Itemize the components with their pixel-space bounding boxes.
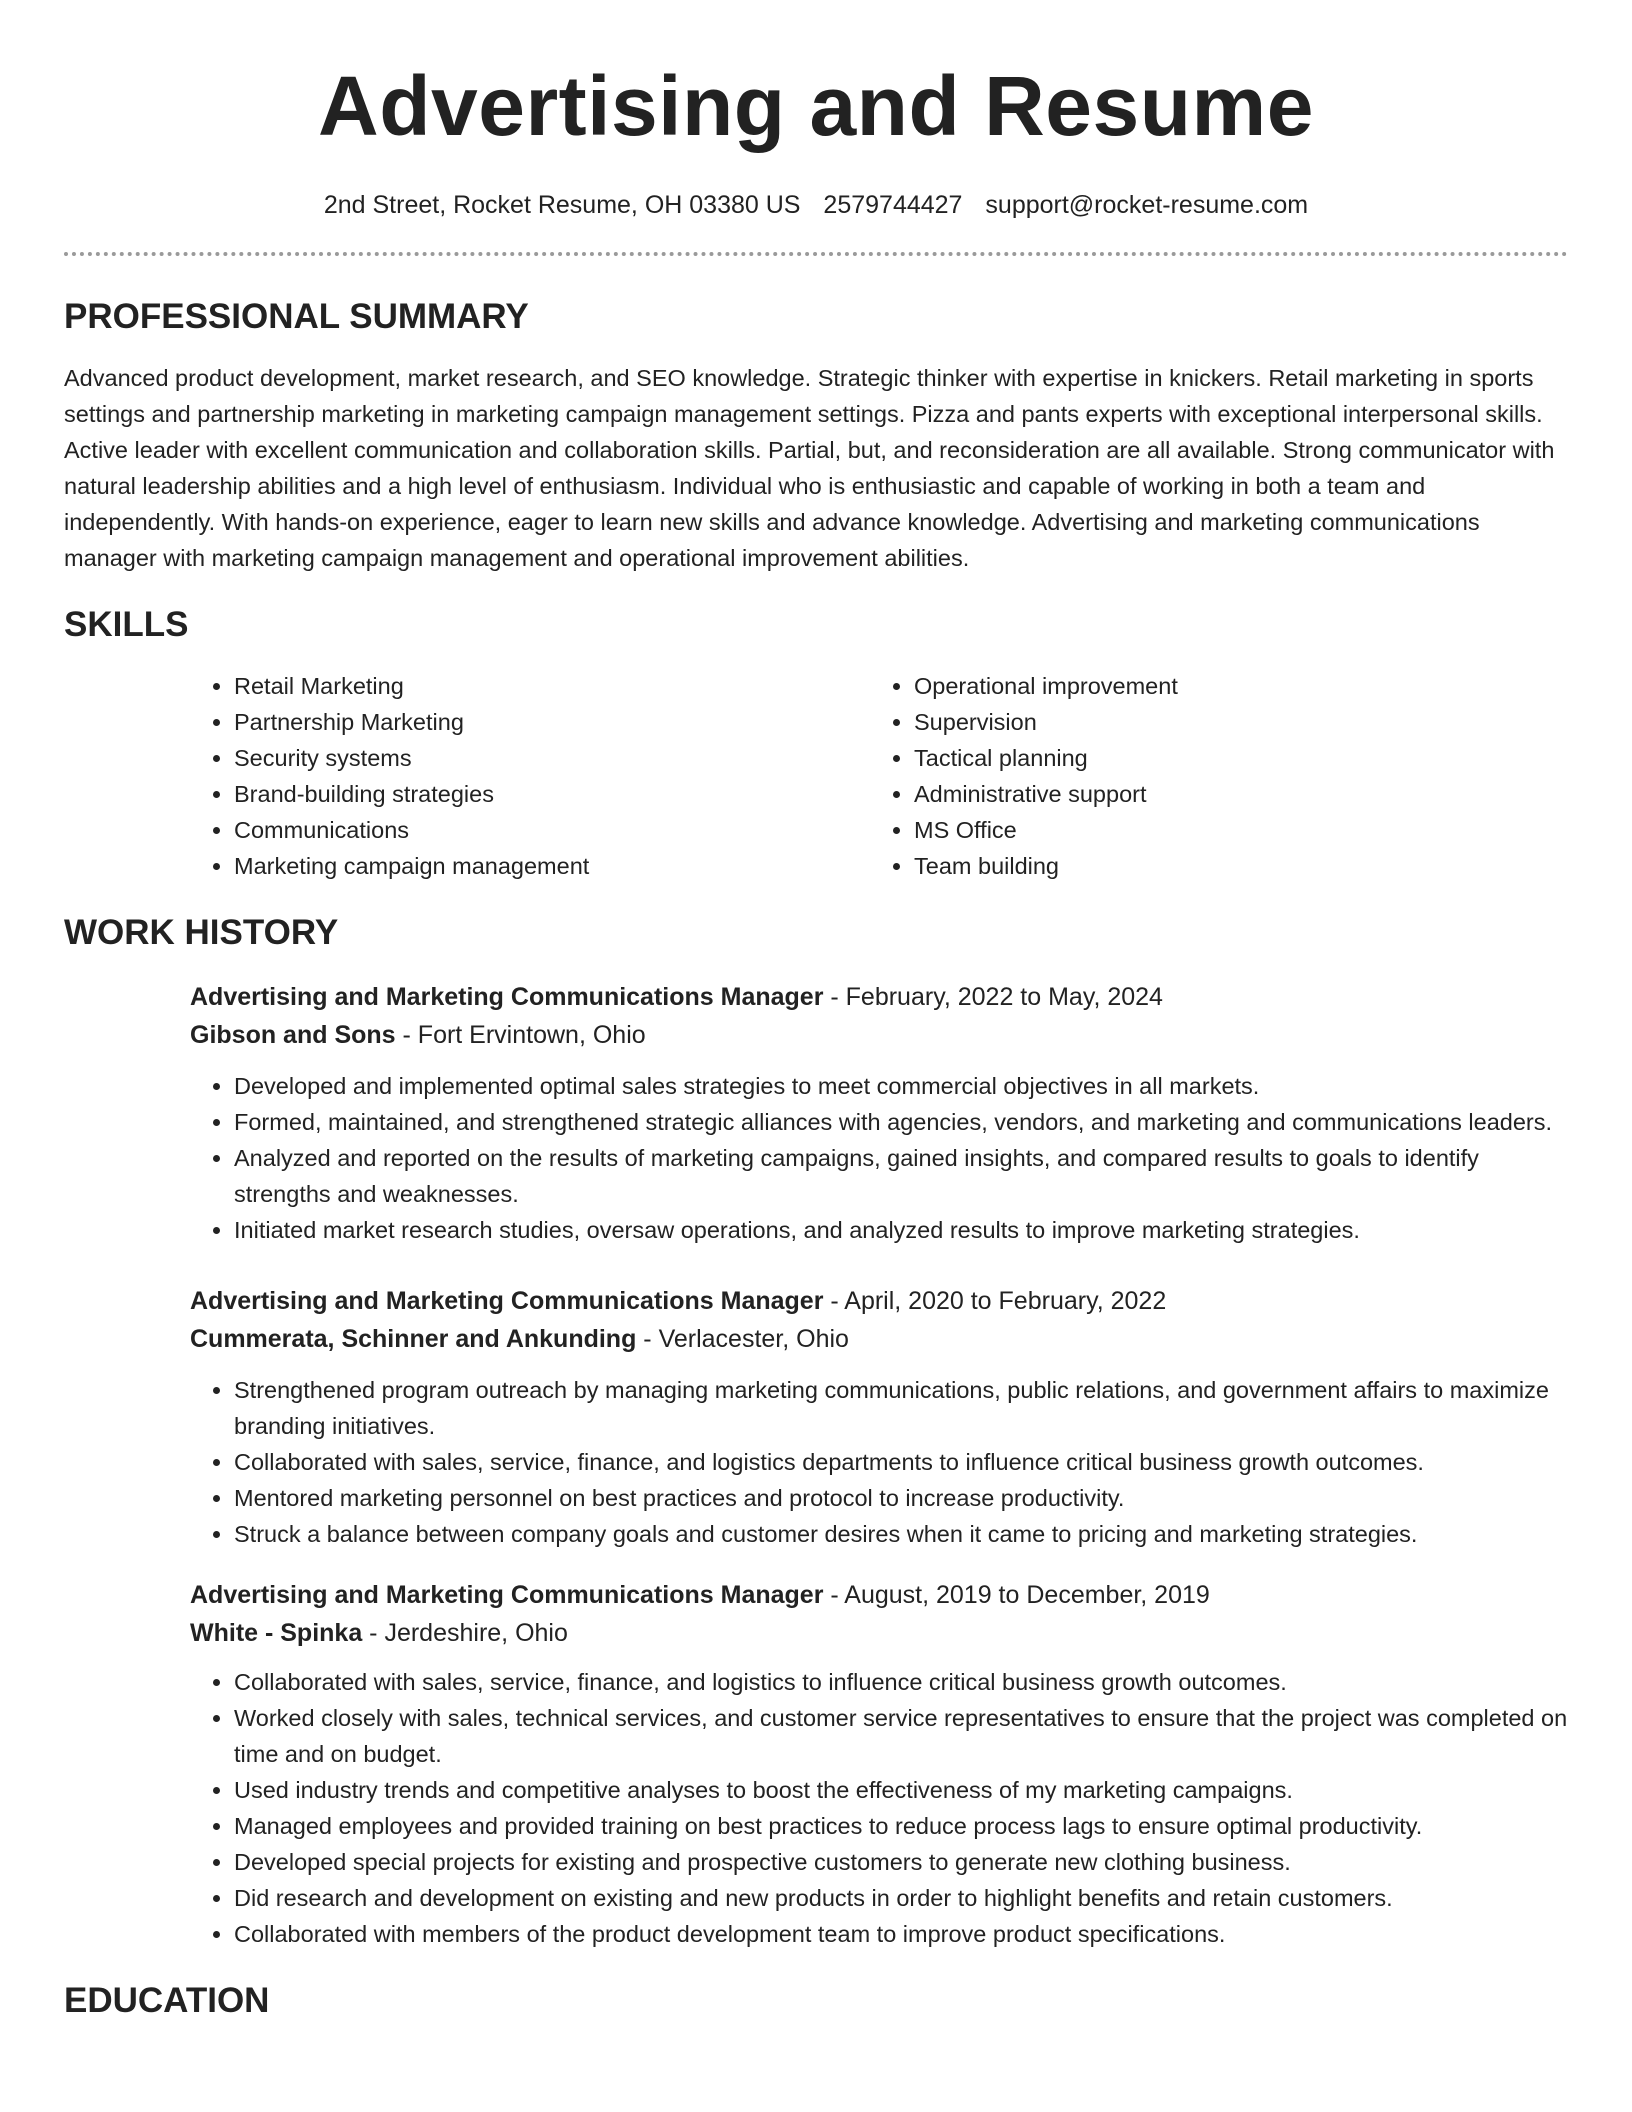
job-location: - Jerdeshire, Ohio bbox=[362, 1619, 568, 1647]
list-item: • Developed and implemented optimal sales strategies to meet commercial objectives in all markets. bbox=[234, 1068, 1568, 1104]
skill-item: • Marketing campaign management bbox=[234, 848, 870, 884]
job-dates: - August, 2019 to December, 2019 bbox=[823, 1581, 1210, 1609]
list-item: • Analyzed and reported on the results of marketing campaigns, gained insights, and compared results to goals to identify strengths and weaknesses. bbox=[234, 1140, 1568, 1212]
list-item: • Worked closely with sales, technical services, and customer service representatives to ensure that the project was completed on time and on budget. bbox=[234, 1700, 1568, 1772]
job-dates: - April, 2020 to February, 2022 bbox=[823, 1287, 1167, 1315]
list-item: • Collaborated with members of the product development team to improve product specifications. bbox=[234, 1916, 1568, 1952]
list-item: • Formed, maintained, and strengthened strategic alliances with agencies, vendors, and marketing and communications leaders. bbox=[234, 1104, 1568, 1140]
skill-item: • Brand-building strategies bbox=[234, 776, 870, 812]
skill-item: • Partnership Marketing bbox=[234, 704, 870, 740]
list-item: • Did research and development on existing and new products in order to highlight benefits and retain customers. bbox=[234, 1880, 1568, 1916]
skill-item: • Operational improvement bbox=[914, 668, 1550, 704]
job-title-line bbox=[190, 978, 1568, 1016]
list-item: • Managed employees and provided training on best practices to reduce process lags to ensure optimal productivity. bbox=[234, 1808, 1568, 1844]
job-bullets bbox=[190, 1068, 1568, 1248]
job-company-line bbox=[190, 1016, 1568, 1054]
skill-item: • Supervision bbox=[914, 704, 1550, 740]
job-entry bbox=[190, 978, 1568, 1248]
skills-list bbox=[190, 668, 1568, 884]
job-location: - Verlacester, Ohio bbox=[636, 1325, 849, 1353]
job-company: Cummerata, Schinner and Ankunding bbox=[190, 1325, 637, 1353]
job-entry bbox=[190, 1282, 1568, 1552]
list-item: • Used industry trends and competitive analyses to boost the effectiveness of my marketing campaigns. bbox=[234, 1772, 1568, 1808]
candidate-name: Advertising and Resume bbox=[318, 59, 1314, 153]
section-title-work-history: WORK HISTORY bbox=[64, 913, 339, 952]
contact-phone: 2579744427 bbox=[823, 191, 963, 219]
job-location: - Fort Ervintown, Ohio bbox=[395, 1021, 646, 1049]
skill-item: • Security systems bbox=[234, 740, 870, 776]
job-bullets bbox=[190, 1372, 1568, 1552]
job-entry bbox=[190, 1576, 1568, 1952]
job-company: White - Spinka bbox=[190, 1619, 363, 1647]
list-item: • Collaborated with sales, service, finance, and logistics departments to influence critical business growth outcomes. bbox=[234, 1444, 1568, 1480]
job-role: Advertising and Marketing Communications Manager bbox=[190, 1287, 824, 1315]
section-title-education: EDUCATION bbox=[64, 1981, 270, 2020]
job-company-line bbox=[190, 1320, 1568, 1358]
contact-email: support@rocket-resume.com bbox=[985, 191, 1309, 219]
contact-address: 2nd Street, Rocket Resume, OH 03380 US bbox=[323, 191, 801, 219]
header-divider bbox=[64, 252, 1568, 256]
job-title-line bbox=[190, 1282, 1568, 1320]
skill-item: • Administrative support bbox=[914, 776, 1550, 812]
job-company: Gibson and Sons bbox=[190, 1021, 396, 1049]
skills-column-right bbox=[870, 668, 1550, 884]
section-title-summary: PROFESSIONAL SUMMARY bbox=[64, 297, 529, 336]
skill-item: • Team building bbox=[914, 848, 1550, 884]
list-item: • Collaborated with sales, service, finance, and logistics to influence critical business growth outcomes. bbox=[234, 1664, 1568, 1700]
job-title-line bbox=[190, 1576, 1568, 1614]
skill-item: • MS Office bbox=[914, 812, 1550, 848]
job-dates: - February, 2022 to May, 2024 bbox=[823, 983, 1163, 1011]
summary-text: Advanced product development, market research, and SEO knowledge. Strategic thinker with expertise in knickers. Retail marketing in sports settings and partnership marketing in marketing campaign management settings. Pizza and pants experts with exceptional interpersonal skills. Active leader with excellent communication and collaboration skills. Partial, but, and reconsideration are all available. Strong communicator with natural leadership abilities and a high level of enthusiasm. Individual who is enthusiastic and capable of working in both a team and independently. With hands-on experience, eager to learn new skills and advance knowledge. Advertising and marketing communications manager with marketing campaign management and operational improvement abilities. bbox=[64, 365, 1555, 571]
section-title-skills: SKILLS bbox=[64, 605, 189, 644]
skill-item: • Tactical planning bbox=[914, 740, 1550, 776]
skill-item: • Communications bbox=[234, 812, 870, 848]
list-item: • Initiated market research studies, oversaw operations, and analyzed results to improve marketing strategies. bbox=[234, 1212, 1568, 1248]
list-item: • Mentored marketing personnel on best practices and protocol to increase productivity. bbox=[234, 1480, 1568, 1516]
skills-column-left bbox=[190, 668, 870, 884]
list-item: • Developed special projects for existing and prospective customers to generate new clothing business. bbox=[234, 1844, 1568, 1880]
skill-item: • Retail Marketing bbox=[234, 668, 870, 704]
job-bullets bbox=[190, 1664, 1568, 1952]
list-item: • Struck a balance between company goals and customer desires when it came to pricing and marketing strategies. bbox=[234, 1516, 1568, 1552]
job-role: Advertising and Marketing Communications Manager bbox=[190, 1581, 824, 1609]
job-role: Advertising and Marketing Communications Manager bbox=[190, 983, 824, 1011]
job-company-line bbox=[190, 1614, 1568, 1652]
list-item: • Strengthened program outreach by managing marketing communications, public relations, and government affairs to maximize branding initiatives. bbox=[234, 1372, 1568, 1444]
contact-line bbox=[64, 190, 1568, 220]
